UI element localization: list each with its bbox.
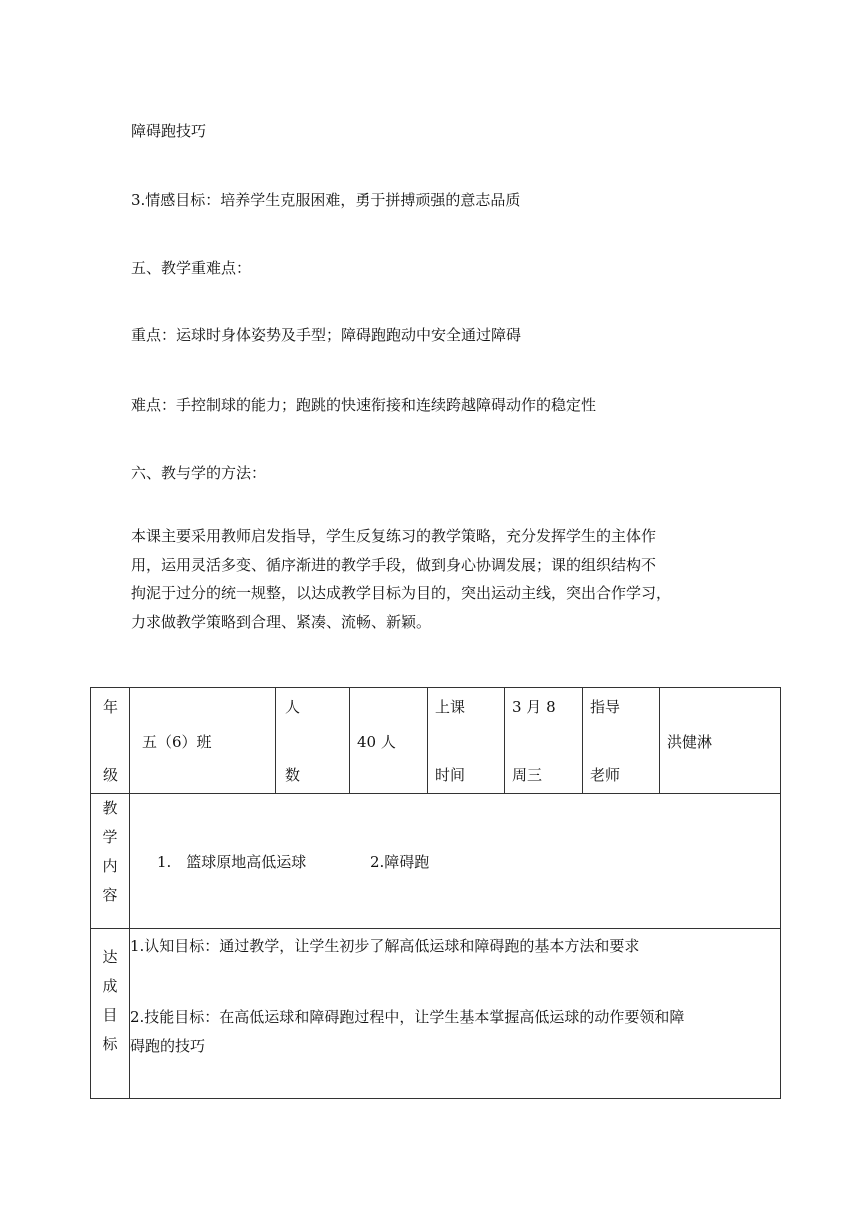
content-item-dribble: 1. 篮球原地高低运球 bbox=[157, 853, 307, 871]
time-value-cell bbox=[505, 688, 583, 794]
teacher-value: 洪健淋 bbox=[667, 733, 713, 751]
grade-label-top: 年 bbox=[103, 698, 119, 716]
table-row-header bbox=[91, 688, 781, 794]
methods-line: 力求做教学策略到合理、紧凑、流畅、新颖。 bbox=[131, 612, 432, 631]
goal-label-char: 达 bbox=[102, 948, 118, 966]
count-value-cell bbox=[350, 688, 428, 794]
content-label-char: 容 bbox=[102, 886, 118, 904]
goal-label-char: 目 bbox=[102, 1006, 118, 1024]
time-label-bottom: 时间 bbox=[435, 766, 466, 784]
methods-line: 拘泥于过分的统一规整，以达成教学目标为目的，突出运动主线，突出合作学习， bbox=[131, 584, 672, 602]
section-heading-methods: 六、教与学的方法： bbox=[131, 464, 267, 482]
goal-skill-line2: 碍跑的技巧 bbox=[130, 1037, 206, 1055]
goal-label-char: 标 bbox=[102, 1035, 118, 1053]
table-row-goals bbox=[91, 929, 781, 1099]
count-label-bottom: 数 bbox=[285, 766, 301, 784]
count-label-cell bbox=[276, 688, 350, 794]
section-heading-key-points: 五、教学重难点： bbox=[131, 259, 252, 277]
text-line-obstacle-skill: 障碍跑技巧 bbox=[131, 122, 207, 140]
goal-cognitive: 1.认知目标：通过教学，让学生初步了解高低运球和障碍跑的基本方法和要求 bbox=[130, 937, 640, 955]
content-value-cell bbox=[130, 794, 781, 929]
teacher-label-top: 指导 bbox=[590, 698, 621, 716]
time-value-date: 3 月 8 bbox=[512, 698, 556, 716]
content-label-cell bbox=[91, 794, 130, 929]
teacher-label-bottom: 老师 bbox=[590, 766, 621, 784]
teacher-label-cell bbox=[583, 688, 660, 794]
content-label-char: 学 bbox=[102, 828, 118, 846]
text-line-affective-goal: 3.情感目标：培养学生克服困难，勇于拼搏顽强的意志品质 bbox=[131, 191, 521, 209]
grade-value-cell bbox=[130, 688, 276, 794]
time-value-weekday: 周三 bbox=[512, 766, 543, 784]
text-line-focus: 重点：运球时身体姿势及手型；障碍跑跑动中安全通过障碍 bbox=[131, 326, 522, 344]
content-item-obstacle: 2.障碍跑 bbox=[370, 853, 430, 871]
teacher-value-cell bbox=[660, 688, 781, 794]
methods-line: 用，运用灵活多变、循序渐进的教学手段，做到身心协调发展；课的组织结构不 bbox=[131, 555, 657, 574]
grade-label-bottom: 级 bbox=[103, 766, 119, 784]
count-label-top: 人 bbox=[285, 698, 301, 716]
grade-value: 五（6）班 bbox=[142, 733, 212, 751]
content-label-char: 教 bbox=[102, 799, 118, 817]
methods-paragraph bbox=[131, 522, 751, 636]
goal-label-char: 成 bbox=[102, 977, 118, 995]
count-value: 40 人 bbox=[357, 733, 396, 751]
goal-value-cell bbox=[130, 929, 781, 1099]
text-line-difficulty: 难点：手控制球的能力；跑跳的快速衔接和连续跨越障碍动作的稳定性 bbox=[131, 396, 597, 414]
goal-label-cell bbox=[91, 929, 130, 1099]
grade-label-cell bbox=[91, 688, 130, 794]
time-label-top: 上课 bbox=[435, 698, 466, 716]
lesson-info-table bbox=[90, 687, 781, 1099]
table-row-content bbox=[91, 794, 781, 929]
content-label-char: 内 bbox=[102, 857, 118, 875]
methods-line: 本课主要采用教师启发指导，学生反复练习的教学策略，充分发挥学生的主体作 bbox=[131, 527, 657, 545]
goal-skill-line1: 2.技能目标：在高低运球和障碍跑过程中，让学生基本掌握高低运球的动作要领和障 bbox=[130, 1008, 685, 1026]
time-label-cell bbox=[428, 688, 505, 794]
